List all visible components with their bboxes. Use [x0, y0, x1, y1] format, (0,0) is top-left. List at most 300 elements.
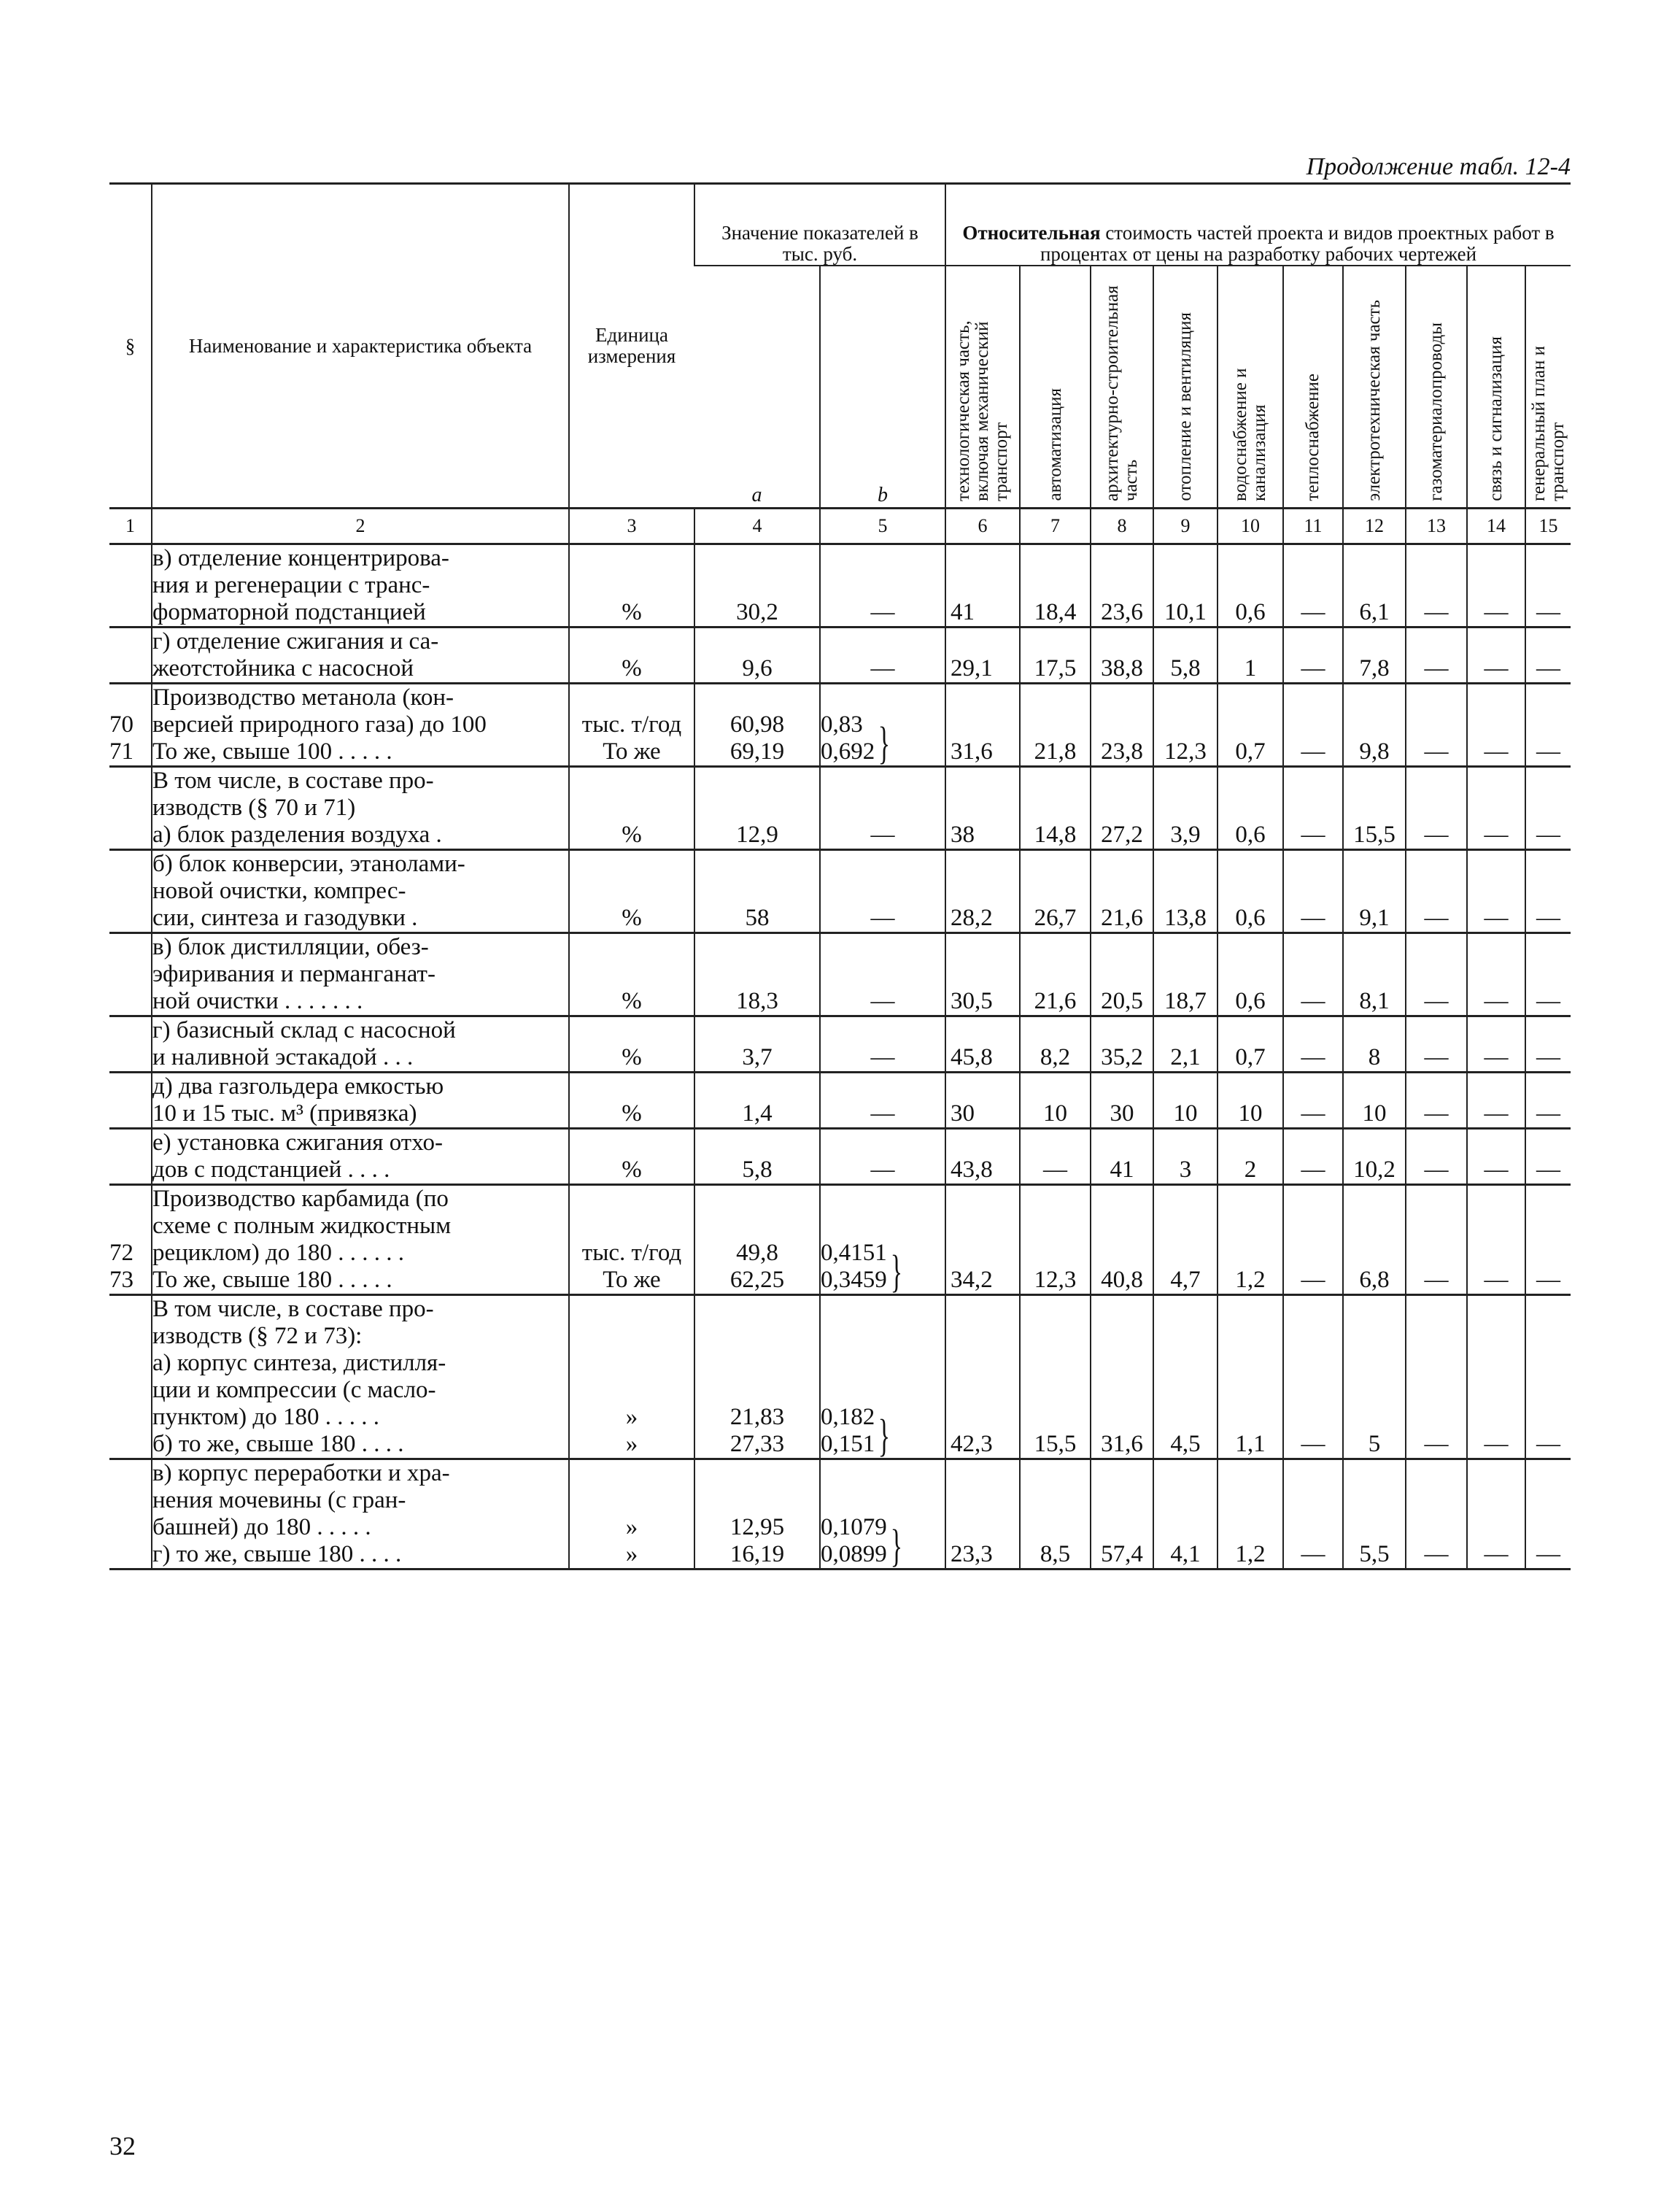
value-a-cell [694, 850, 820, 933]
value-b-lines [821, 711, 875, 765]
unit-value: » [625, 1431, 638, 1457]
table-row [109, 767, 1571, 850]
header-cost-bold: Относительная [962, 222, 1101, 244]
part-percent-6: — [1283, 767, 1343, 850]
object-name-cell [152, 1073, 569, 1129]
table-row [109, 850, 1571, 933]
header-part-5: водоснабжение и канализация [1218, 266, 1283, 509]
table-row [109, 1295, 1571, 1459]
object-name-line: г) то же, свыше 180 . . . . [152, 1541, 402, 1567]
header-name: Наименование и характеристика объекта [152, 184, 569, 509]
value-b-cell [820, 628, 945, 684]
value-b-cell [820, 1295, 945, 1459]
value-a-cell [694, 1459, 820, 1569]
value-b: — [870, 1157, 895, 1183]
table-row [109, 544, 1571, 628]
part-percent-2: 21,6 [1020, 933, 1091, 1016]
value-b: 0,1079 [821, 1514, 887, 1540]
header-cost-rest: стоимость частей проекта и видов проектных работ в процентах от цены на разработку рабочих чертежей [1040, 222, 1555, 265]
section-number-cell [109, 1295, 152, 1459]
part-percent-2: 18,4 [1020, 544, 1091, 628]
object-name-line: 10 и 15 тыс. м³ (привязка) [152, 1100, 417, 1127]
section-number: 71 [109, 738, 133, 765]
part-percent-9: — [1467, 1185, 1525, 1295]
part-percent-7: 5,5 [1343, 1459, 1406, 1569]
part-percent-7: 6,1 [1343, 544, 1406, 628]
part-percent-9: — [1467, 1295, 1525, 1459]
object-name-line: Производство метанола (кон- [152, 684, 454, 711]
table-row [109, 1016, 1571, 1073]
part-percent-9: — [1467, 1073, 1525, 1129]
header-part-8: газоматериалопроводы [1406, 266, 1467, 509]
value-b: — [870, 655, 895, 682]
value-b-group [821, 1514, 945, 1571]
brace-icon: } [878, 719, 891, 768]
part-percent-10: — [1525, 1185, 1571, 1295]
header-part-3: архитектурно-строительная часть [1091, 266, 1153, 509]
header-unit: Единица измерения [569, 184, 694, 509]
part-percent-2: 26,7 [1020, 850, 1091, 933]
header-cost-group [945, 184, 1571, 266]
value-a: 60,98 [729, 711, 785, 738]
value-a: 58 [745, 905, 770, 931]
part-percent-3: 31,6 [1091, 1295, 1153, 1459]
part-percent-5: 1,2 [1218, 1185, 1283, 1295]
header-col-a: a [751, 484, 762, 506]
value-a: 27,33 [729, 1431, 785, 1457]
table-row [109, 933, 1571, 1016]
part-percent-9: — [1467, 1016, 1525, 1073]
part-percent-7: 6,8 [1343, 1185, 1406, 1295]
value-b-cell [820, 1459, 945, 1569]
column-number: 15 [1525, 509, 1571, 544]
object-name-line: версией природного газа) до 100 [152, 711, 487, 738]
unit-cell [569, 544, 694, 628]
header-part-4: отопление и вентиляция [1153, 266, 1218, 509]
unit-value: % [622, 988, 642, 1014]
value-a: 5,8 [742, 1157, 773, 1183]
object-name-line: а) блок разделения воздуха . [152, 822, 442, 848]
column-number: 11 [1283, 509, 1343, 544]
column-number: 3 [569, 509, 694, 544]
part-percent-9: — [1467, 1129, 1525, 1185]
part-percent-2: 17,5 [1020, 628, 1091, 684]
value-b-cell [820, 1185, 945, 1295]
value-a: 21,83 [729, 1404, 785, 1430]
part-percent-1: 29,1 [945, 628, 1020, 684]
object-name-cell [152, 1295, 569, 1459]
section-number-cell [109, 1459, 152, 1569]
object-name-cell [152, 1016, 569, 1073]
value-b-cell [820, 933, 945, 1016]
part-percent-5: 0,7 [1218, 684, 1283, 767]
brace-icon: } [878, 1411, 891, 1461]
unit-value: % [622, 1100, 642, 1127]
part-percent-4: 5,8 [1153, 628, 1218, 684]
header-part-9: связь и сигнализация [1467, 266, 1525, 509]
value-a-cell [694, 1295, 820, 1459]
part-percent-7: 8,1 [1343, 933, 1406, 1016]
unit-cell [569, 767, 694, 850]
part-percent-8: — [1406, 1129, 1467, 1185]
section-number-cell [109, 544, 152, 628]
part-percent-5: 10 [1218, 1073, 1283, 1129]
part-percent-10: — [1525, 544, 1571, 628]
unit-value: % [622, 1157, 642, 1183]
table-row [109, 1073, 1571, 1129]
column-number: 13 [1406, 509, 1467, 544]
part-percent-4: 3 [1153, 1129, 1218, 1185]
header-col-b: b [820, 266, 945, 509]
header-part-6: теплоснабжение [1283, 266, 1343, 509]
table-body [109, 544, 1571, 1569]
object-name-line: жеотстойника с насосной [152, 655, 414, 682]
value-b-lines [821, 1514, 887, 1568]
section-number-cell [109, 684, 152, 767]
value-b: — [870, 1044, 895, 1070]
unit-value: % [622, 1044, 642, 1070]
value-a-cell [694, 1073, 820, 1129]
unit-cell [569, 1185, 694, 1295]
object-name-line: нения мочевины (с гран- [152, 1487, 406, 1513]
part-percent-6: — [1283, 1295, 1343, 1459]
unit-cell [569, 850, 694, 933]
part-percent-10: — [1525, 767, 1571, 850]
object-name-line: в) блок дистилляции, обез- [152, 934, 429, 960]
section-number-cell [109, 933, 152, 1016]
part-percent-8: — [1406, 933, 1467, 1016]
table-row [109, 684, 1571, 767]
part-percent-5: 1 [1218, 628, 1283, 684]
part-percent-5: 0,6 [1218, 850, 1283, 933]
brace-icon: } [890, 1521, 902, 1571]
value-a: 9,6 [742, 655, 773, 682]
part-percent-7: 7,8 [1343, 628, 1406, 684]
object-name-line: ния и регенерации с транс- [152, 572, 430, 598]
value-b-lines [821, 1404, 875, 1458]
column-number: 8 [1091, 509, 1153, 544]
part-percent-7: 9,8 [1343, 684, 1406, 767]
header-section: § [109, 184, 152, 509]
column-number: 9 [1153, 509, 1218, 544]
part-percent-3: 38,8 [1091, 628, 1153, 684]
part-percent-8: — [1406, 1295, 1467, 1459]
part-percent-9: — [1467, 544, 1525, 628]
part-percent-9: — [1467, 684, 1525, 767]
part-percent-6: — [1283, 684, 1343, 767]
table-row [109, 1129, 1571, 1185]
value-a: 69,19 [729, 738, 785, 765]
object-name-cell [152, 684, 569, 767]
part-percent-3: 23,6 [1091, 544, 1153, 628]
object-name-line: То же, свыше 100 . . . . . [152, 738, 392, 765]
object-name-line: То же, свыше 180 . . . . . [152, 1267, 392, 1293]
unit-value: % [622, 599, 642, 625]
unit-cell [569, 628, 694, 684]
header-part-1: технологическая часть, включая механический транспорт [945, 266, 1020, 509]
part-percent-9: — [1467, 628, 1525, 684]
part-percent-3: 21,6 [1091, 850, 1153, 933]
unit-value: тыс. т/год [581, 711, 682, 738]
object-name-line: б) то же, свыше 180 . . . . [152, 1431, 404, 1457]
part-percent-8: — [1406, 1073, 1467, 1129]
part-percent-6: — [1283, 628, 1343, 684]
part-percent-3: 20,5 [1091, 933, 1153, 1016]
column-number: 4 [694, 509, 820, 544]
value-a-cell [694, 628, 820, 684]
value-a-cell [694, 1185, 820, 1295]
part-percent-2: — [1020, 1129, 1091, 1185]
object-name-line: ции и компрессии (с масло- [152, 1377, 436, 1403]
part-percent-6: — [1283, 933, 1343, 1016]
part-percent-7: 10,2 [1343, 1129, 1406, 1185]
section-number: 73 [109, 1267, 133, 1293]
value-a-cell [694, 767, 820, 850]
unit-cell [569, 1295, 694, 1459]
value-a: 16,19 [729, 1541, 785, 1567]
part-percent-4: 12,3 [1153, 684, 1218, 767]
value-b: 0,0899 [821, 1541, 887, 1567]
value-b-group [821, 1404, 945, 1461]
value-b-cell [820, 1129, 945, 1185]
column-number: 7 [1020, 509, 1091, 544]
column-number: 10 [1218, 509, 1283, 544]
part-percent-6: — [1283, 1459, 1343, 1569]
value-b: 0,4151 [821, 1240, 887, 1266]
value-a: 62,25 [729, 1267, 785, 1293]
value-b: — [870, 905, 895, 931]
part-percent-10: — [1525, 1129, 1571, 1185]
part-percent-8: — [1406, 1185, 1467, 1295]
part-percent-8: — [1406, 850, 1467, 933]
object-name-line: ной очистки . . . . . . . [152, 988, 363, 1014]
section-number-cell [109, 850, 152, 933]
table-row [109, 1185, 1571, 1295]
header-part-7: электротехническая часть [1343, 266, 1406, 509]
value-b-cell [820, 1073, 945, 1129]
object-name-line: в) корпус переработки и хра- [152, 1460, 450, 1486]
column-number: 14 [1467, 509, 1525, 544]
value-b: — [870, 599, 895, 625]
part-percent-10: — [1525, 684, 1571, 767]
value-a-cell [694, 684, 820, 767]
value-a: 30,2 [736, 599, 778, 625]
continuation-label: Продолжение табл. 12-4 [1306, 153, 1571, 180]
column-number: 6 [945, 509, 1020, 544]
part-percent-10: — [1525, 1016, 1571, 1073]
unit-value: » [625, 1514, 638, 1540]
object-name-cell [152, 767, 569, 850]
part-percent-1: 30,5 [945, 933, 1020, 1016]
value-a: 1,4 [742, 1100, 773, 1127]
object-name-line: изводств (§ 72 и 73): [152, 1323, 363, 1349]
part-percent-3: 40,8 [1091, 1185, 1153, 1295]
unit-value: % [622, 905, 642, 931]
part-percent-3: 27,2 [1091, 767, 1153, 850]
part-percent-7: 9,1 [1343, 850, 1406, 933]
part-percent-7: 5 [1343, 1295, 1406, 1459]
value-b: — [870, 988, 895, 1014]
column-number: 2 [152, 509, 569, 544]
object-name-line: новой очистки, компрес- [152, 878, 406, 904]
unit-cell [569, 933, 694, 1016]
section-number-cell [109, 1129, 152, 1185]
part-percent-2: 8,2 [1020, 1016, 1091, 1073]
part-percent-1: 38 [945, 767, 1020, 850]
part-percent-6: — [1283, 1185, 1343, 1295]
part-percent-8: — [1406, 544, 1467, 628]
object-name-line: эфиривания и перманганат- [152, 961, 436, 987]
object-name-line: рециклом) до 180 . . . . . . [152, 1240, 405, 1266]
object-name-line: В том числе, в составе про- [152, 1296, 434, 1322]
column-number: 5 [820, 509, 945, 544]
part-percent-4: 18,7 [1153, 933, 1218, 1016]
header-part-10: генеральный план и транспорт [1525, 266, 1571, 509]
object-name-cell [152, 1129, 569, 1185]
value-b: 0,182 [821, 1404, 875, 1430]
object-name-cell [152, 544, 569, 628]
value-a: 3,7 [742, 1044, 773, 1070]
part-percent-9: — [1467, 767, 1525, 850]
part-percent-10: — [1525, 933, 1571, 1016]
object-name-cell [152, 850, 569, 933]
value-a: 12,9 [736, 822, 778, 848]
object-name-line: е) установка сжигания отхо- [152, 1130, 443, 1156]
part-percent-3: 30 [1091, 1073, 1153, 1129]
brace-icon: } [890, 1247, 902, 1297]
section-number-cell [109, 628, 152, 684]
unit-cell [569, 1016, 694, 1073]
object-name-line: изводств (§ 70 и 71) [152, 795, 356, 821]
value-a-cell [694, 933, 820, 1016]
object-name-line: д) два газгольдера емкостью [152, 1073, 444, 1100]
section-number: 72 [109, 1240, 133, 1266]
unit-value: тыс. т/год [581, 1240, 682, 1266]
part-percent-1: 28,2 [945, 850, 1020, 933]
value-b: 0,692 [821, 738, 875, 765]
part-percent-10: — [1525, 628, 1571, 684]
object-name-line: дов с подстанцией . . . . [152, 1157, 390, 1183]
part-percent-6: — [1283, 850, 1343, 933]
value-a-cell [694, 1016, 820, 1073]
unit-cell [569, 1129, 694, 1185]
header-part-2: автоматизация [1020, 266, 1091, 509]
part-percent-1: 30 [945, 1073, 1020, 1129]
part-percent-10: — [1525, 850, 1571, 933]
part-percent-9: — [1467, 933, 1525, 1016]
column-numbers-row [109, 509, 1571, 544]
section-number-cell [109, 1016, 152, 1073]
part-percent-7: 10 [1343, 1073, 1406, 1129]
object-name-line: форматорной подстанцией [152, 599, 426, 625]
part-percent-2: 21,8 [1020, 684, 1091, 767]
object-name-line: сии, синтеза и газодувки . [152, 905, 418, 931]
unit-cell [569, 684, 694, 767]
part-percent-8: — [1406, 684, 1467, 767]
part-percent-5: 2 [1218, 1129, 1283, 1185]
part-percent-4: 2,1 [1153, 1016, 1218, 1073]
value-b-lines [821, 1240, 887, 1294]
object-name-line: схеме с полным жидкостным [152, 1213, 452, 1239]
part-percent-3: 41 [1091, 1129, 1153, 1185]
table-row [109, 1459, 1571, 1569]
part-percent-2: 15,5 [1020, 1295, 1091, 1459]
column-number: 12 [1343, 509, 1406, 544]
value-b-group [821, 1240, 945, 1297]
value-a: 49,8 [736, 1240, 778, 1266]
object-name-line: пунктом) до 180 . . . . . [152, 1404, 379, 1430]
value-b-cell [820, 1016, 945, 1073]
section-number-cell [109, 1185, 152, 1295]
part-percent-6: — [1283, 1073, 1343, 1129]
part-percent-5: 0,6 [1218, 767, 1283, 850]
value-b: 0,3459 [821, 1267, 887, 1293]
part-percent-6: — [1283, 1016, 1343, 1073]
value-b-cell [820, 544, 945, 628]
section-number-cell [109, 1073, 152, 1129]
part-percent-1: 31,6 [945, 684, 1020, 767]
object-name-line: б) блок конверсии, этанолами- [152, 851, 465, 877]
part-percent-1: 41 [945, 544, 1020, 628]
unit-cell [569, 1073, 694, 1129]
part-percent-2: 12,3 [1020, 1185, 1091, 1295]
object-name-line: г) отделение сжигания и са- [152, 628, 439, 655]
value-b-cell [820, 850, 945, 933]
part-percent-8: — [1406, 767, 1467, 850]
object-name-cell [152, 628, 569, 684]
part-percent-4: 13,8 [1153, 850, 1218, 933]
value-b-group [821, 711, 945, 768]
value-a: 18,3 [736, 988, 778, 1014]
part-percent-8: — [1406, 1016, 1467, 1073]
part-percent-9: — [1467, 850, 1525, 933]
object-name-cell [152, 1185, 569, 1295]
value-b: — [870, 822, 895, 848]
part-percent-8: — [1406, 628, 1467, 684]
part-percent-1: 42,3 [945, 1295, 1020, 1459]
unit-value: » [625, 1404, 638, 1430]
cost-table [109, 182, 1571, 1570]
unit-value: То же [603, 1267, 661, 1293]
object-name-line: Производство карбамида (по [152, 1186, 449, 1212]
part-percent-7: 15,5 [1343, 767, 1406, 850]
unit-value: % [622, 655, 642, 682]
value-a: 12,95 [729, 1514, 785, 1540]
part-percent-6: — [1283, 1129, 1343, 1185]
object-name-cell [152, 933, 569, 1016]
value-b: 0,83 [821, 711, 863, 738]
unit-value: » [625, 1541, 638, 1567]
value-b: — [870, 1100, 895, 1127]
part-percent-3: 23,8 [1091, 684, 1153, 767]
page-number: 32 [109, 2131, 136, 2161]
part-percent-7: 8 [1343, 1016, 1406, 1073]
part-percent-4: 4,1 [1153, 1459, 1218, 1569]
object-name-line: башней) до 180 . . . . . [152, 1514, 371, 1540]
part-percent-5: 1,1 [1218, 1295, 1283, 1459]
part-percent-1: 45,8 [945, 1016, 1020, 1073]
part-percent-10: — [1525, 1459, 1571, 1569]
part-percent-4: 4,7 [1153, 1185, 1218, 1295]
part-percent-4: 10,1 [1153, 544, 1218, 628]
part-percent-9: — [1467, 1459, 1525, 1569]
part-percent-3: 57,4 [1091, 1459, 1153, 1569]
object-name-line: г) базисный склад с насосной [152, 1017, 456, 1043]
part-percent-4: 3,9 [1153, 767, 1218, 850]
part-percent-6: — [1283, 544, 1343, 628]
part-percent-2: 14,8 [1020, 767, 1091, 850]
object-name-line: и наливной эстакадой . . . [152, 1044, 414, 1070]
